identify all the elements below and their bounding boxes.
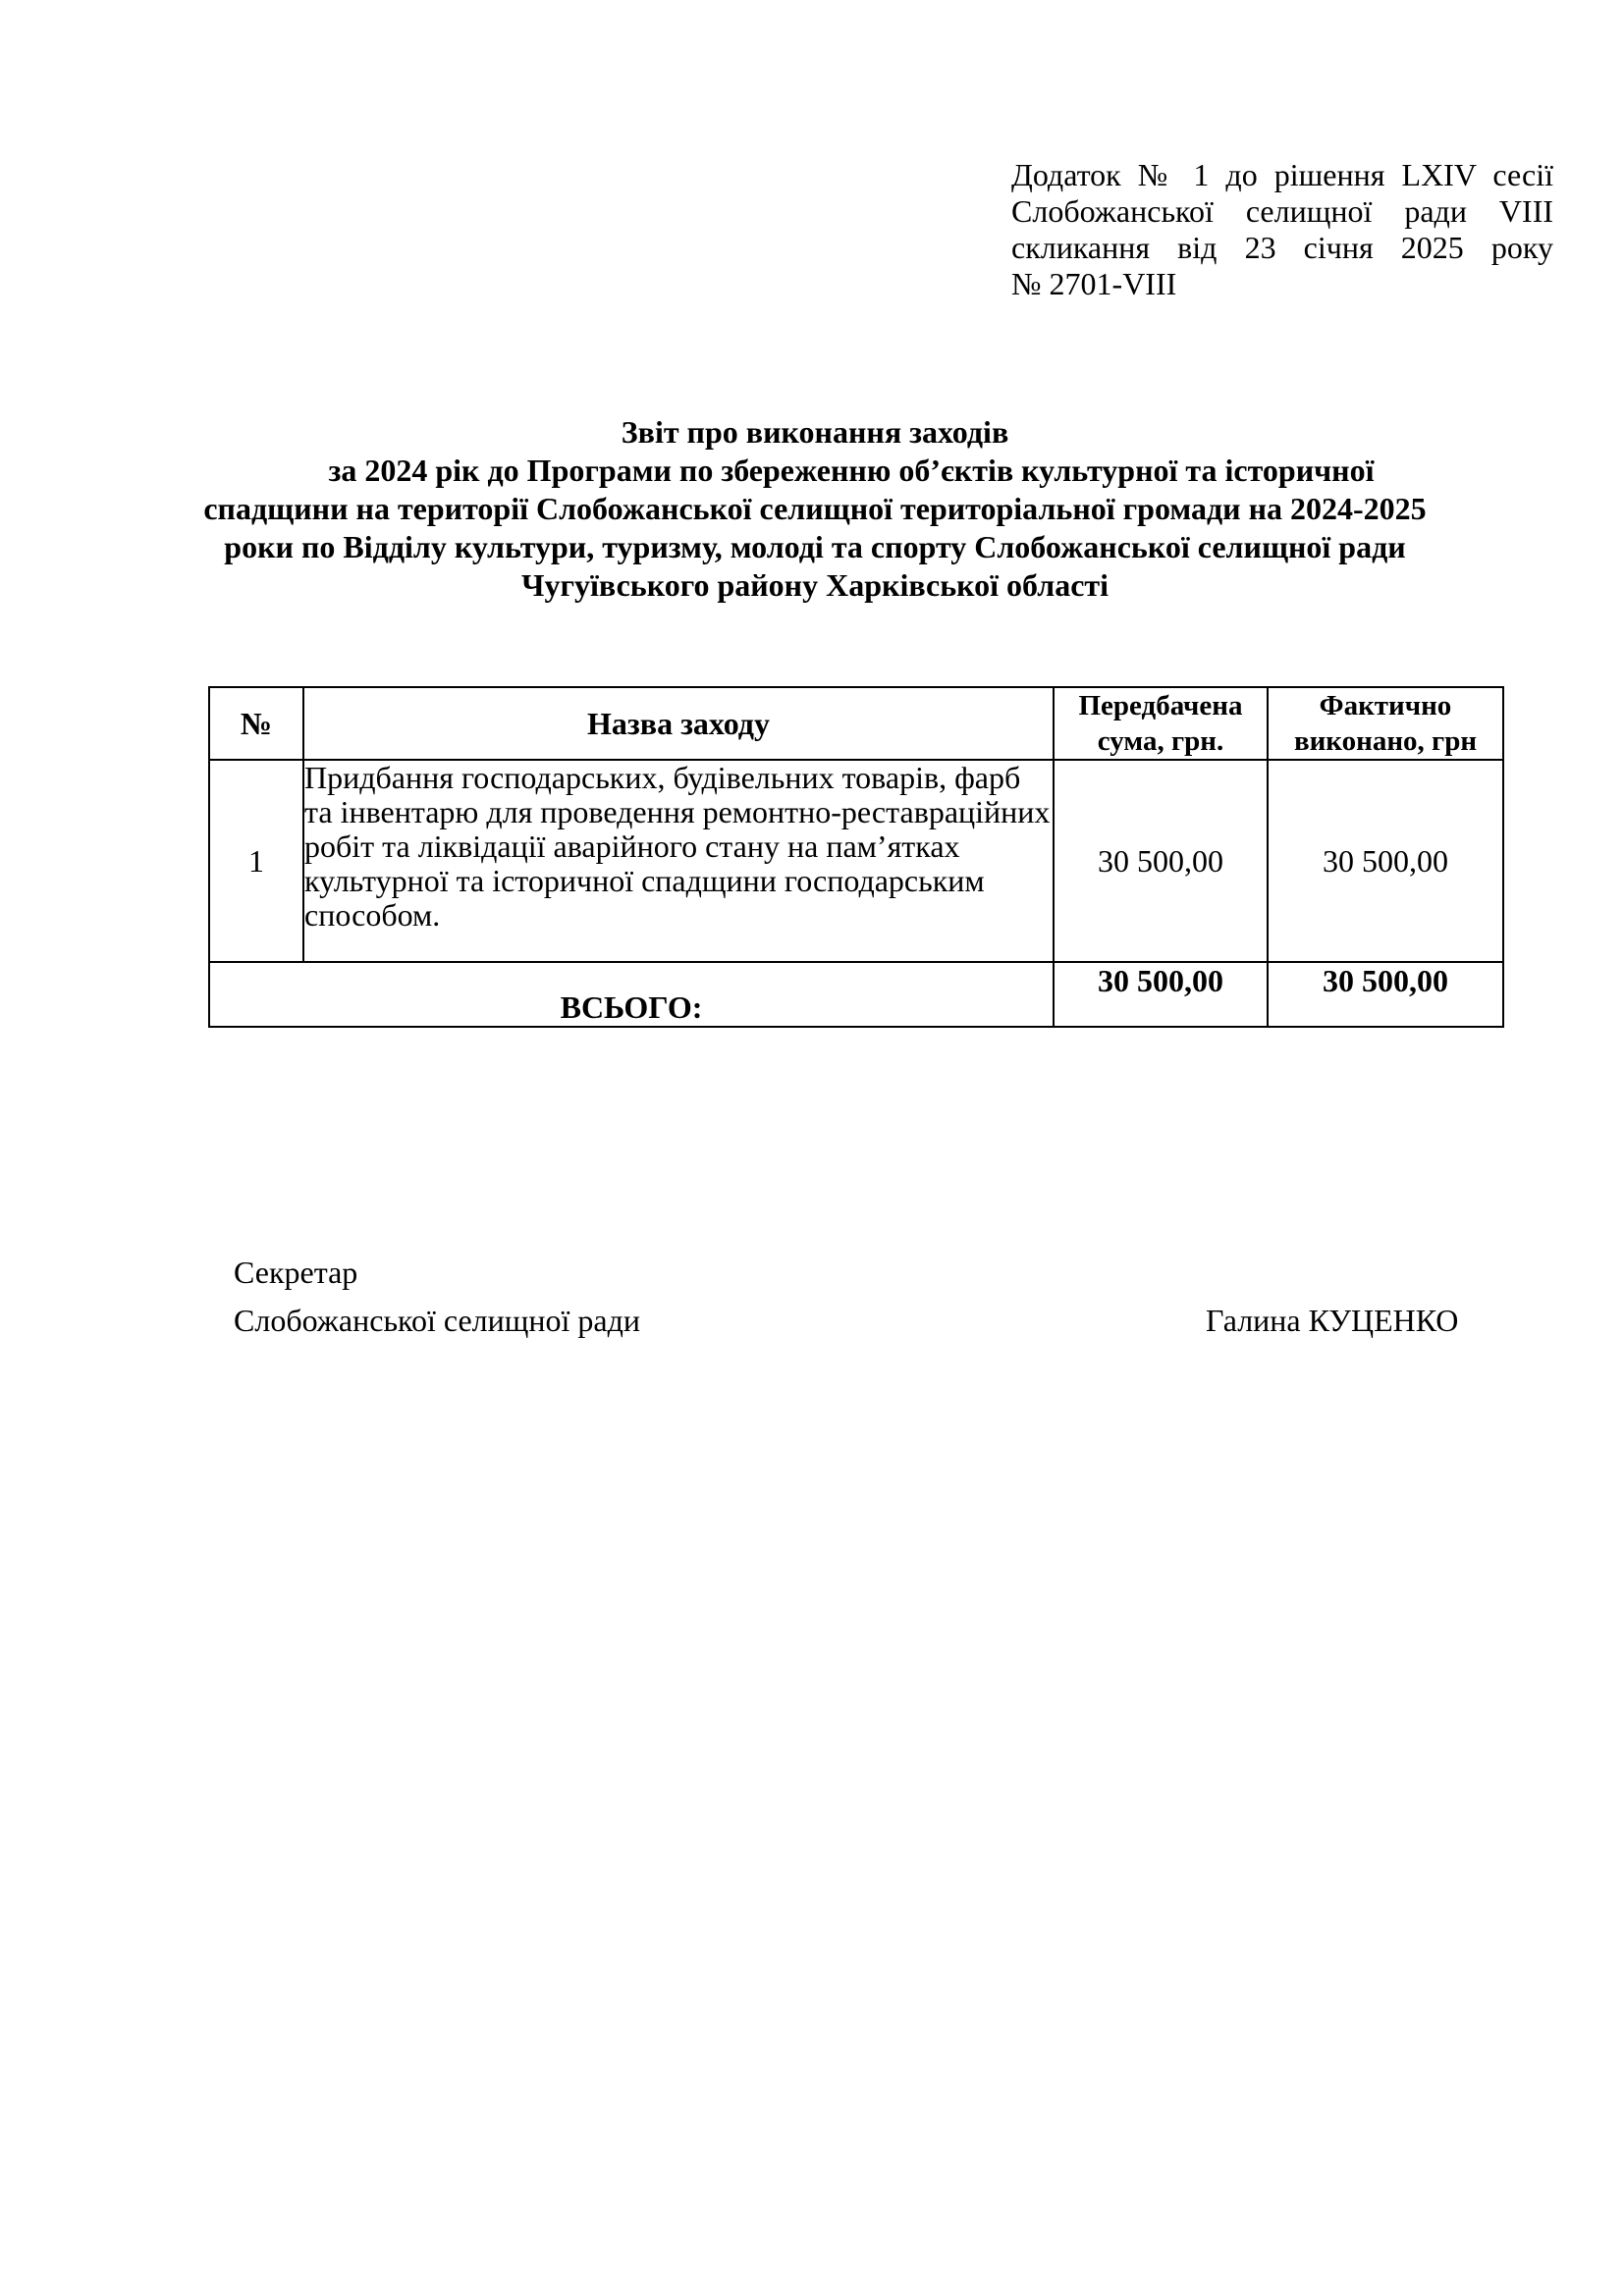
header-actual-line: Фактично bbox=[1319, 690, 1452, 721]
row-actual-sum: 30 500,00 bbox=[1268, 760, 1503, 962]
header-measure-name: Назва заходу bbox=[303, 687, 1054, 760]
signature-role-line: Слобожанської селищної ради bbox=[234, 1303, 640, 1338]
header-planned-line: Передбачена bbox=[1078, 690, 1243, 721]
report-table bbox=[208, 686, 1504, 1028]
signature-name: Галина КУЦЕНКО bbox=[1206, 1303, 1459, 1338]
total-planned-sum: 30 500,00 bbox=[1054, 962, 1268, 1027]
row-planned-sum: 30 500,00 bbox=[1054, 760, 1268, 962]
header-planned-line: сума, грн. bbox=[1097, 725, 1224, 757]
appendix-note bbox=[1011, 157, 1553, 302]
row-number: 1 bbox=[209, 760, 303, 962]
total-row bbox=[209, 962, 1503, 1027]
row-name-line: Придбання господарських, будівельних товарів, фарб bbox=[304, 760, 1021, 795]
row-name-line: культурної та історичної спадщини господарським bbox=[304, 863, 985, 898]
title-line: спадщини на території Слобожанської селищної територіальної громади на 2024-2025 bbox=[203, 491, 1427, 526]
title-line: за 2024 рік до Програми по збереженню об’єктів культурної та історичної bbox=[328, 453, 1375, 488]
table-header-row bbox=[209, 687, 1503, 760]
total-actual-sum: 30 500,00 bbox=[1268, 962, 1503, 1027]
title-line: роки по Відділу культури, туризму, молоді та спорту Слобожанської селищної ради bbox=[224, 529, 1406, 564]
appendix-line: скликання від 23 січня 2025 року bbox=[1011, 230, 1553, 265]
row-name-line: способом. bbox=[304, 897, 441, 933]
report-title bbox=[177, 413, 1453, 605]
row-name-line: та інвентарю для проведення ремонтно-реставраційних bbox=[304, 794, 1051, 829]
signature-role-line: Секретар bbox=[234, 1255, 358, 1290]
row-name-line: робіт та ліквідації аварійного стану на пам’ятках bbox=[304, 828, 960, 864]
header-actual-line: виконано, грн bbox=[1293, 725, 1478, 757]
appendix-line: Слобожанської селищної ради VIII bbox=[1011, 193, 1553, 229]
appendix-line: Додаток № 1 до рішення LXIV сесії bbox=[1011, 157, 1553, 192]
header-planned-sum bbox=[1054, 687, 1268, 760]
signature-role bbox=[234, 1249, 640, 1345]
title-line: Звіт про виконання заходів bbox=[621, 414, 1009, 450]
header-actual-sum bbox=[1268, 687, 1503, 760]
appendix-line: № 2701-VIII bbox=[1011, 266, 1177, 301]
row-measure-name bbox=[303, 760, 1054, 962]
title-line: Чугуївського району Харківської області bbox=[520, 567, 1110, 603]
table-row bbox=[209, 760, 1503, 962]
header-number: № bbox=[209, 687, 303, 760]
total-label: ВСЬОГО: bbox=[209, 962, 1054, 1027]
